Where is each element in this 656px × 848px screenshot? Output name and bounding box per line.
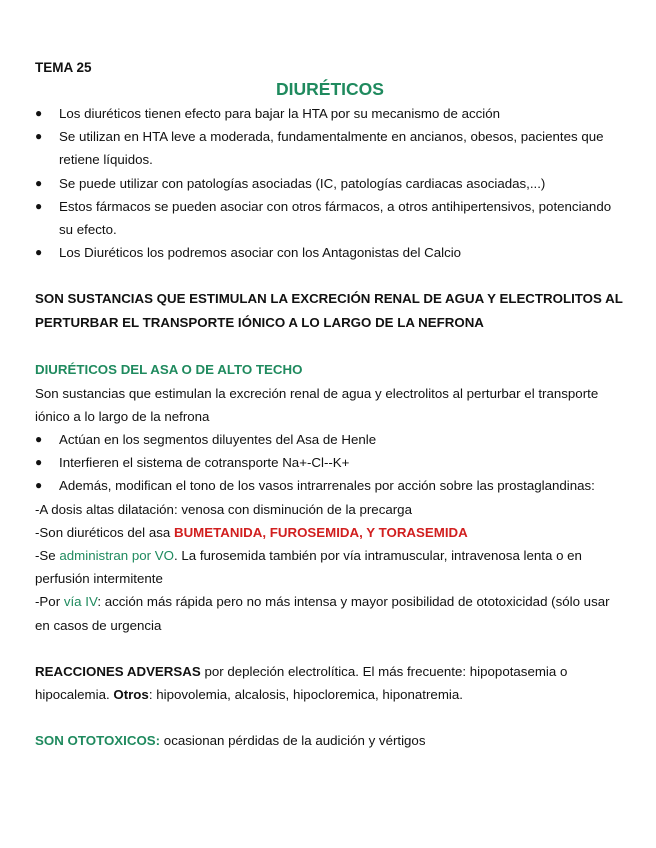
spacer [35,637,625,660]
ototoxic-line [35,729,625,752]
dose-line: -A dosis altas dilatación: venosa con disminución de la precarga [35,501,412,517]
bullet-dot-icon: ● [35,129,43,144]
list-item-text: Estos fármacos se pueden asociar con otros fármacos, a otros antihipertensivos, potenciando su efecto. [59,198,612,238]
list-item [35,195,625,241]
definition-heading: SON SUSTANCIAS QUE ESTIMULAN LA EXCRECIÓN RENAL DE AGUA Y ELECTROLITOS AL PERTURBAR EL TRANSPORTE IÓNICO A LO LARGO DE LA NEFRONA [35,291,623,331]
list-item-text: Además, modifican el tono de los vasos intrarrenales por acción sobre las prostaglandinas: [59,478,595,494]
asa-description: Son sustancias que estimulan la excreción renal de agua y electrolitos al perturbar el transporte iónico a lo largo de la nefrona [35,385,599,424]
bullet-dot-icon: ● [35,455,43,470]
adverse-text-1: por depleción electrolítica. El más frecuente: hipopotasemia o hipocalemia. [35,663,568,703]
list-item-text: Los diuréticos tienen efecto para bajar la HTA por su mecanismo de acción [59,106,501,121]
list-item-text: Interfieren el sistema de cotransporte Na+-Cl--K+ [59,455,350,471]
list-item [35,172,625,195]
list-item [35,451,625,474]
vo-rest: . La furosemida también por vía intramuscular, intravenosa lenta o en perfusión intermitente [35,548,582,587]
list-item-text: Se puede utilizar con patologías asociadas (IC, patologías cardiacas asociadas,...) [59,175,546,191]
bullet-dot-icon: ● [35,245,43,260]
iv-line [35,590,625,636]
bullet-dot-icon: ● [35,432,43,447]
list-item [35,125,625,171]
ototoxic-label: SON OTOTOXICOS: [35,733,161,749]
drugs-names: BUMETANIDA, FUROSEMIDA, Y TORASEMIDA [173,524,468,540]
spacer [35,264,625,287]
spacer [35,335,625,358]
vo-highlight: administran por VO [59,548,174,564]
bullet-dot-icon: ● [35,478,43,493]
asa-bullet-list [35,428,625,498]
list-item-text: Actúan en los segmentos diluyentes del Asa de Henle [59,432,377,448]
vo-line [35,544,625,590]
page-title: DIURÉTICOS [276,79,384,99]
vo-prefix: -Se [35,548,60,564]
list-item-text: Los Diuréticos los podremos asociar con los Antagonistas del Calcio [59,245,462,261]
list-item [35,102,625,125]
intro-bullet-list [35,102,625,264]
adverse-text-2: : hipovolemia, alcalosis, hipocloremica, hiponatremia. [148,687,463,703]
iv-rest: : acción más rápida pero no más intensa y mayor posibilidad de ototoxicidad (sólo usar en casos de urgencia [35,594,610,633]
drugs-prefix: -Son diuréticos del asa [35,524,174,540]
iv-prefix: -Por [35,594,64,610]
adverse-reactions [35,660,625,706]
bullet-dot-icon: ● [35,175,43,190]
list-item [35,474,625,497]
iv-highlight: vía IV [63,594,98,610]
spacer [35,706,625,729]
document-content [35,58,625,752]
otros-label: Otros [113,687,149,703]
drugs-line [35,521,625,544]
list-item-text: Se utilizan en HTA leve a moderada, fundamentalmente en ancianos, obesos, pacientes que retiene líquidos. [59,129,604,168]
adverse-label: REACCIONES ADVERSAS [35,663,201,679]
list-item [35,428,625,451]
asa-section-heading: DIURÉTICOS DEL ASA O DE ALTO TECHO [35,362,303,378]
bullet-dot-icon: ● [35,198,43,213]
list-item [35,241,625,264]
bullet-dot-icon: ● [35,106,43,120]
tema-label: TEMA 25 [35,60,92,75]
ototoxic-text: ocasionan pérdidas de la audición y vértigos [160,733,426,749]
